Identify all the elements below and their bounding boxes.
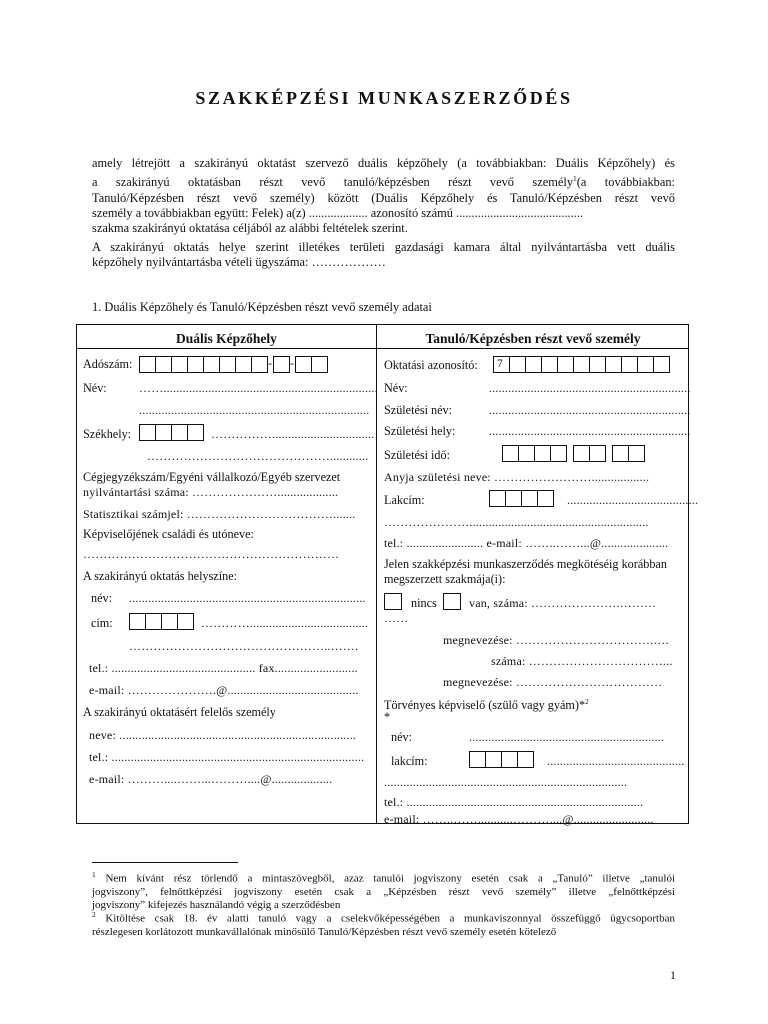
digit-box[interactable] xyxy=(509,356,526,373)
digit-box[interactable] xyxy=(502,445,519,462)
digit-box[interactable] xyxy=(139,356,156,373)
responsible-phone-field[interactable]: tel.: ............................................................................... xyxy=(89,750,365,764)
digit-box[interactable] xyxy=(171,356,188,373)
previous-qualification-label-line2: megszerzett szakmája(i): xyxy=(384,572,506,586)
qualification-number-field[interactable]: száma: ……………………………... xyxy=(491,654,673,668)
seat-zip-boxes[interactable] xyxy=(139,424,203,441)
digit-box[interactable] xyxy=(145,613,162,630)
previous-qualification-label: Jelen szakképzési munkaszerződés megkötéséig korábban xyxy=(384,557,667,571)
separator-dash: - xyxy=(268,356,272,370)
digit-box[interactable] xyxy=(155,356,172,373)
intro-line: szakma szakirányú oktatása céljából az alábbi feltételek szerint. xyxy=(92,220,408,235)
responsible-email-field[interactable]: e-mail: ………....……...………....@................... xyxy=(89,772,333,786)
digit-box[interactable] xyxy=(489,490,506,507)
email-field[interactable]: e-mail: ………………….@......................................... xyxy=(89,683,359,697)
representative-phone-field[interactable]: tel.: .......................................................................... xyxy=(384,795,644,809)
digit-box[interactable] xyxy=(203,356,220,373)
seat-field[interactable]: ……………................................ xyxy=(211,427,375,441)
legal-representative-label: Törvényes képviselő (szülő vagy gyám)*$^2$ xyxy=(384,697,589,713)
birth-name-label: Születési név: xyxy=(384,403,453,417)
representative-email-field[interactable]: e-mail: ……..……...........………....@......................... xyxy=(384,812,654,826)
footnote-1: $^1$ Nem kívánt rész törlendő a mintaszövegből, azaz tanulói jogviszony esetén csak a „Tanuló” illetve „tanulói jogviszony”, felnőttképzési jogviszony esetén csak a „Képzésben részt vevő személy” illetve „felnőttképzési jogviszony” kifejezés használandó végig a szerződésben xyxy=(92,870,676,912)
yes-checkbox[interactable] xyxy=(443,593,461,610)
digit-box[interactable] xyxy=(518,445,535,462)
representative-address-field[interactable]: ........................................... xyxy=(547,754,685,768)
qualification-name-field-1[interactable]: megnevezése: …………………………….…. xyxy=(443,633,669,647)
registration-line: A szakirányú oktatás helye szerint illetékes területi gazdasági kamara által nyilvántartásba vett duális xyxy=(92,240,675,254)
dual-training-site-header: Duális Képzőhely xyxy=(176,331,277,346)
registration-line: képzőhely nyilvántartásba vételi ügyszáma: ……………… xyxy=(92,255,386,270)
address-field-line2[interactable]: …………………........................................................ xyxy=(384,515,649,529)
parties-data-form xyxy=(76,324,699,826)
intro-line: a szakirányú oktatásban részt vevő tanuló/képzésben részt vevő személy$^1$(a továbbiakban: xyxy=(92,174,675,190)
digit-box[interactable] xyxy=(469,751,486,768)
name-label: Név: xyxy=(83,381,107,395)
address-zip-boxes[interactable] xyxy=(489,490,553,507)
digit-box[interactable] xyxy=(541,356,558,373)
training-location-label: A szakirányú oktatás helyszíne: xyxy=(83,569,237,583)
digit-box[interactable] xyxy=(235,356,252,373)
representative-label: Képviselőjének családi és utóneve: xyxy=(83,527,254,541)
none-label: nincs xyxy=(411,596,437,610)
tax-number-boxes[interactable] xyxy=(139,356,327,373)
digit-box[interactable] xyxy=(517,751,534,768)
section-title: 1. Duális Képzőhely és Tanuló/Képzésben részt vevő személy adatai xyxy=(92,300,432,314)
location-address-label: cím: xyxy=(91,616,113,630)
location-name-label: név: xyxy=(91,591,112,605)
student-header: Tanuló/Képzésben részt vevő személy xyxy=(425,331,641,346)
digit-box[interactable] xyxy=(521,490,538,507)
birth-name-field[interactable]: ............................................................... xyxy=(489,403,691,417)
digit-box[interactable] xyxy=(605,356,622,373)
digit-box[interactable] xyxy=(177,613,194,630)
digit-box[interactable] xyxy=(501,751,518,768)
location-address-field[interactable]: …………..................................... xyxy=(201,616,369,630)
column-divider xyxy=(376,325,377,823)
digit-box[interactable] xyxy=(628,445,645,462)
birth-date-label: Születési idő: xyxy=(384,448,451,462)
education-id-label: Oktatási azonosító: xyxy=(384,358,478,372)
qualification-count-field[interactable]: van, száma: ………………….……… xyxy=(469,596,657,610)
footnote-rule xyxy=(92,862,238,863)
registry-label: Cégjegyzékszám/Egyéni vállalkozó/Egyéb szervezet xyxy=(83,470,341,484)
location-address-field-line2[interactable]: …………………………………………..……. xyxy=(129,639,359,653)
digit-box[interactable] xyxy=(129,613,146,630)
statistical-number-field[interactable]: Statisztikai számjel: ………………………………....... xyxy=(83,507,356,521)
digit-box[interactable] xyxy=(550,445,567,462)
digit-box[interactable] xyxy=(505,490,522,507)
representative-address-field-line2[interactable]: ............................................................................ xyxy=(384,775,628,789)
student-name-field[interactable]: ............................................................... xyxy=(489,381,691,395)
digit-box[interactable] xyxy=(311,356,328,373)
digit-box[interactable] xyxy=(612,445,629,462)
digit-box[interactable] xyxy=(573,445,590,462)
digit-box[interactable] xyxy=(589,445,606,462)
digit-box[interactable] xyxy=(589,356,606,373)
none-checkbox[interactable] xyxy=(384,593,402,610)
responsible-name-field[interactable]: neve: .......................................................................... xyxy=(89,728,356,742)
digit-box[interactable] xyxy=(187,424,204,441)
representative-zip-boxes[interactable] xyxy=(469,751,533,768)
header-rule xyxy=(77,348,688,349)
seat-field-line2[interactable]: ………………………………………............ xyxy=(147,449,369,463)
digit-box[interactable] xyxy=(251,356,268,373)
footnote-2: $^2$ Kitöltése csak 18. év alatti tanuló vagy a cselekvőképességében a munkaviszonnyal összefüggő ügycsoportban részlegesen korlátozott munkavállalónak minősülő Tanuló/Képzésben részt vevő személy esetén kötelező xyxy=(92,910,675,938)
digit-box[interactable] xyxy=(621,356,638,373)
representative-name-label: név: xyxy=(391,730,412,744)
intro-line: személy a továbbiakban együtt: Felek) a(z) ................... azonosító számú ......................................... xyxy=(92,205,584,220)
address-label: Lakcím: xyxy=(384,493,425,507)
location-zip-boxes[interactable] xyxy=(129,613,193,630)
digit-box[interactable] xyxy=(537,490,554,507)
representative-address-label: lakcím: xyxy=(391,754,428,768)
digit-box[interactable] xyxy=(295,356,312,373)
qualification-count-continued: …… xyxy=(384,611,409,625)
page-number: 1 xyxy=(670,968,676,982)
intro-line: Tanuló/Képzésben részt vevő személy) között (Duális Képzőhely és Tanuló/Képzésben részt vevő xyxy=(92,190,675,205)
mother-name-field[interactable]: Anyja születési neve: …………………….................. xyxy=(384,470,650,484)
digit-box[interactable] xyxy=(637,356,654,373)
location-name-field[interactable]: .......................................................................... xyxy=(129,591,366,605)
birth-date-boxes[interactable] xyxy=(502,445,644,462)
seat-label: Székhely: xyxy=(83,427,132,441)
digit-box[interactable] xyxy=(273,356,290,373)
qualification-name-field-2[interactable]: megnevezése: ……………………………… xyxy=(443,675,663,689)
digit-box[interactable] xyxy=(534,445,551,462)
address-field[interactable]: ......................................... xyxy=(567,493,699,507)
name-field[interactable]: ……................................................................... xyxy=(139,381,378,395)
digit-box[interactable] xyxy=(573,356,590,373)
birth-place-label: Születési hely: xyxy=(384,424,456,438)
representative-field[interactable]: ……………………………………………………… xyxy=(83,547,340,561)
phone-email-field[interactable]: tel.: ........................ e-mail: ……..……...@..................... xyxy=(384,536,669,550)
document-title: SZAKKÉPZÉSI MUNKASZERZŐDÉS xyxy=(195,88,573,108)
intro-line: amely létrejött a szakirányú oktatást szervező duális képzőhely (a továbbiakban: Duális Képzőhely) és xyxy=(92,156,675,170)
digit-box[interactable] xyxy=(161,613,178,630)
digit-box[interactable]: 7 xyxy=(493,356,510,373)
digit-box[interactable] xyxy=(557,356,574,373)
footnote-star: * xyxy=(384,710,391,724)
registry-field[interactable]: nyilvántartási száma: …………………................... xyxy=(83,485,339,499)
registration-paragraph xyxy=(92,240,675,270)
birth-place-field[interactable]: ............................................................... xyxy=(489,424,691,438)
separator-dash: - xyxy=(290,356,294,370)
digit-box[interactable] xyxy=(525,356,542,373)
digit-box[interactable] xyxy=(171,424,188,441)
digit-box[interactable] xyxy=(187,356,204,373)
digit-box[interactable] xyxy=(139,424,156,441)
education-id-boxes[interactable] xyxy=(493,356,669,373)
tax-number-label: Adószám: xyxy=(83,357,133,371)
intro-paragraph xyxy=(92,156,675,236)
student-name-label: Név: xyxy=(384,381,408,395)
phone-fax-field[interactable]: tel.: ............................................. fax.......................... xyxy=(89,661,358,675)
digit-box[interactable] xyxy=(155,424,172,441)
digit-box[interactable] xyxy=(219,356,236,373)
digit-box[interactable] xyxy=(653,356,670,373)
representative-name-field[interactable]: ............................................................. xyxy=(469,730,665,744)
digit-box[interactable] xyxy=(485,751,502,768)
responsible-person-label: A szakirányú oktatásért felelős személy xyxy=(83,705,276,719)
name-field-line2[interactable]: ........................................................................ xyxy=(139,403,370,417)
